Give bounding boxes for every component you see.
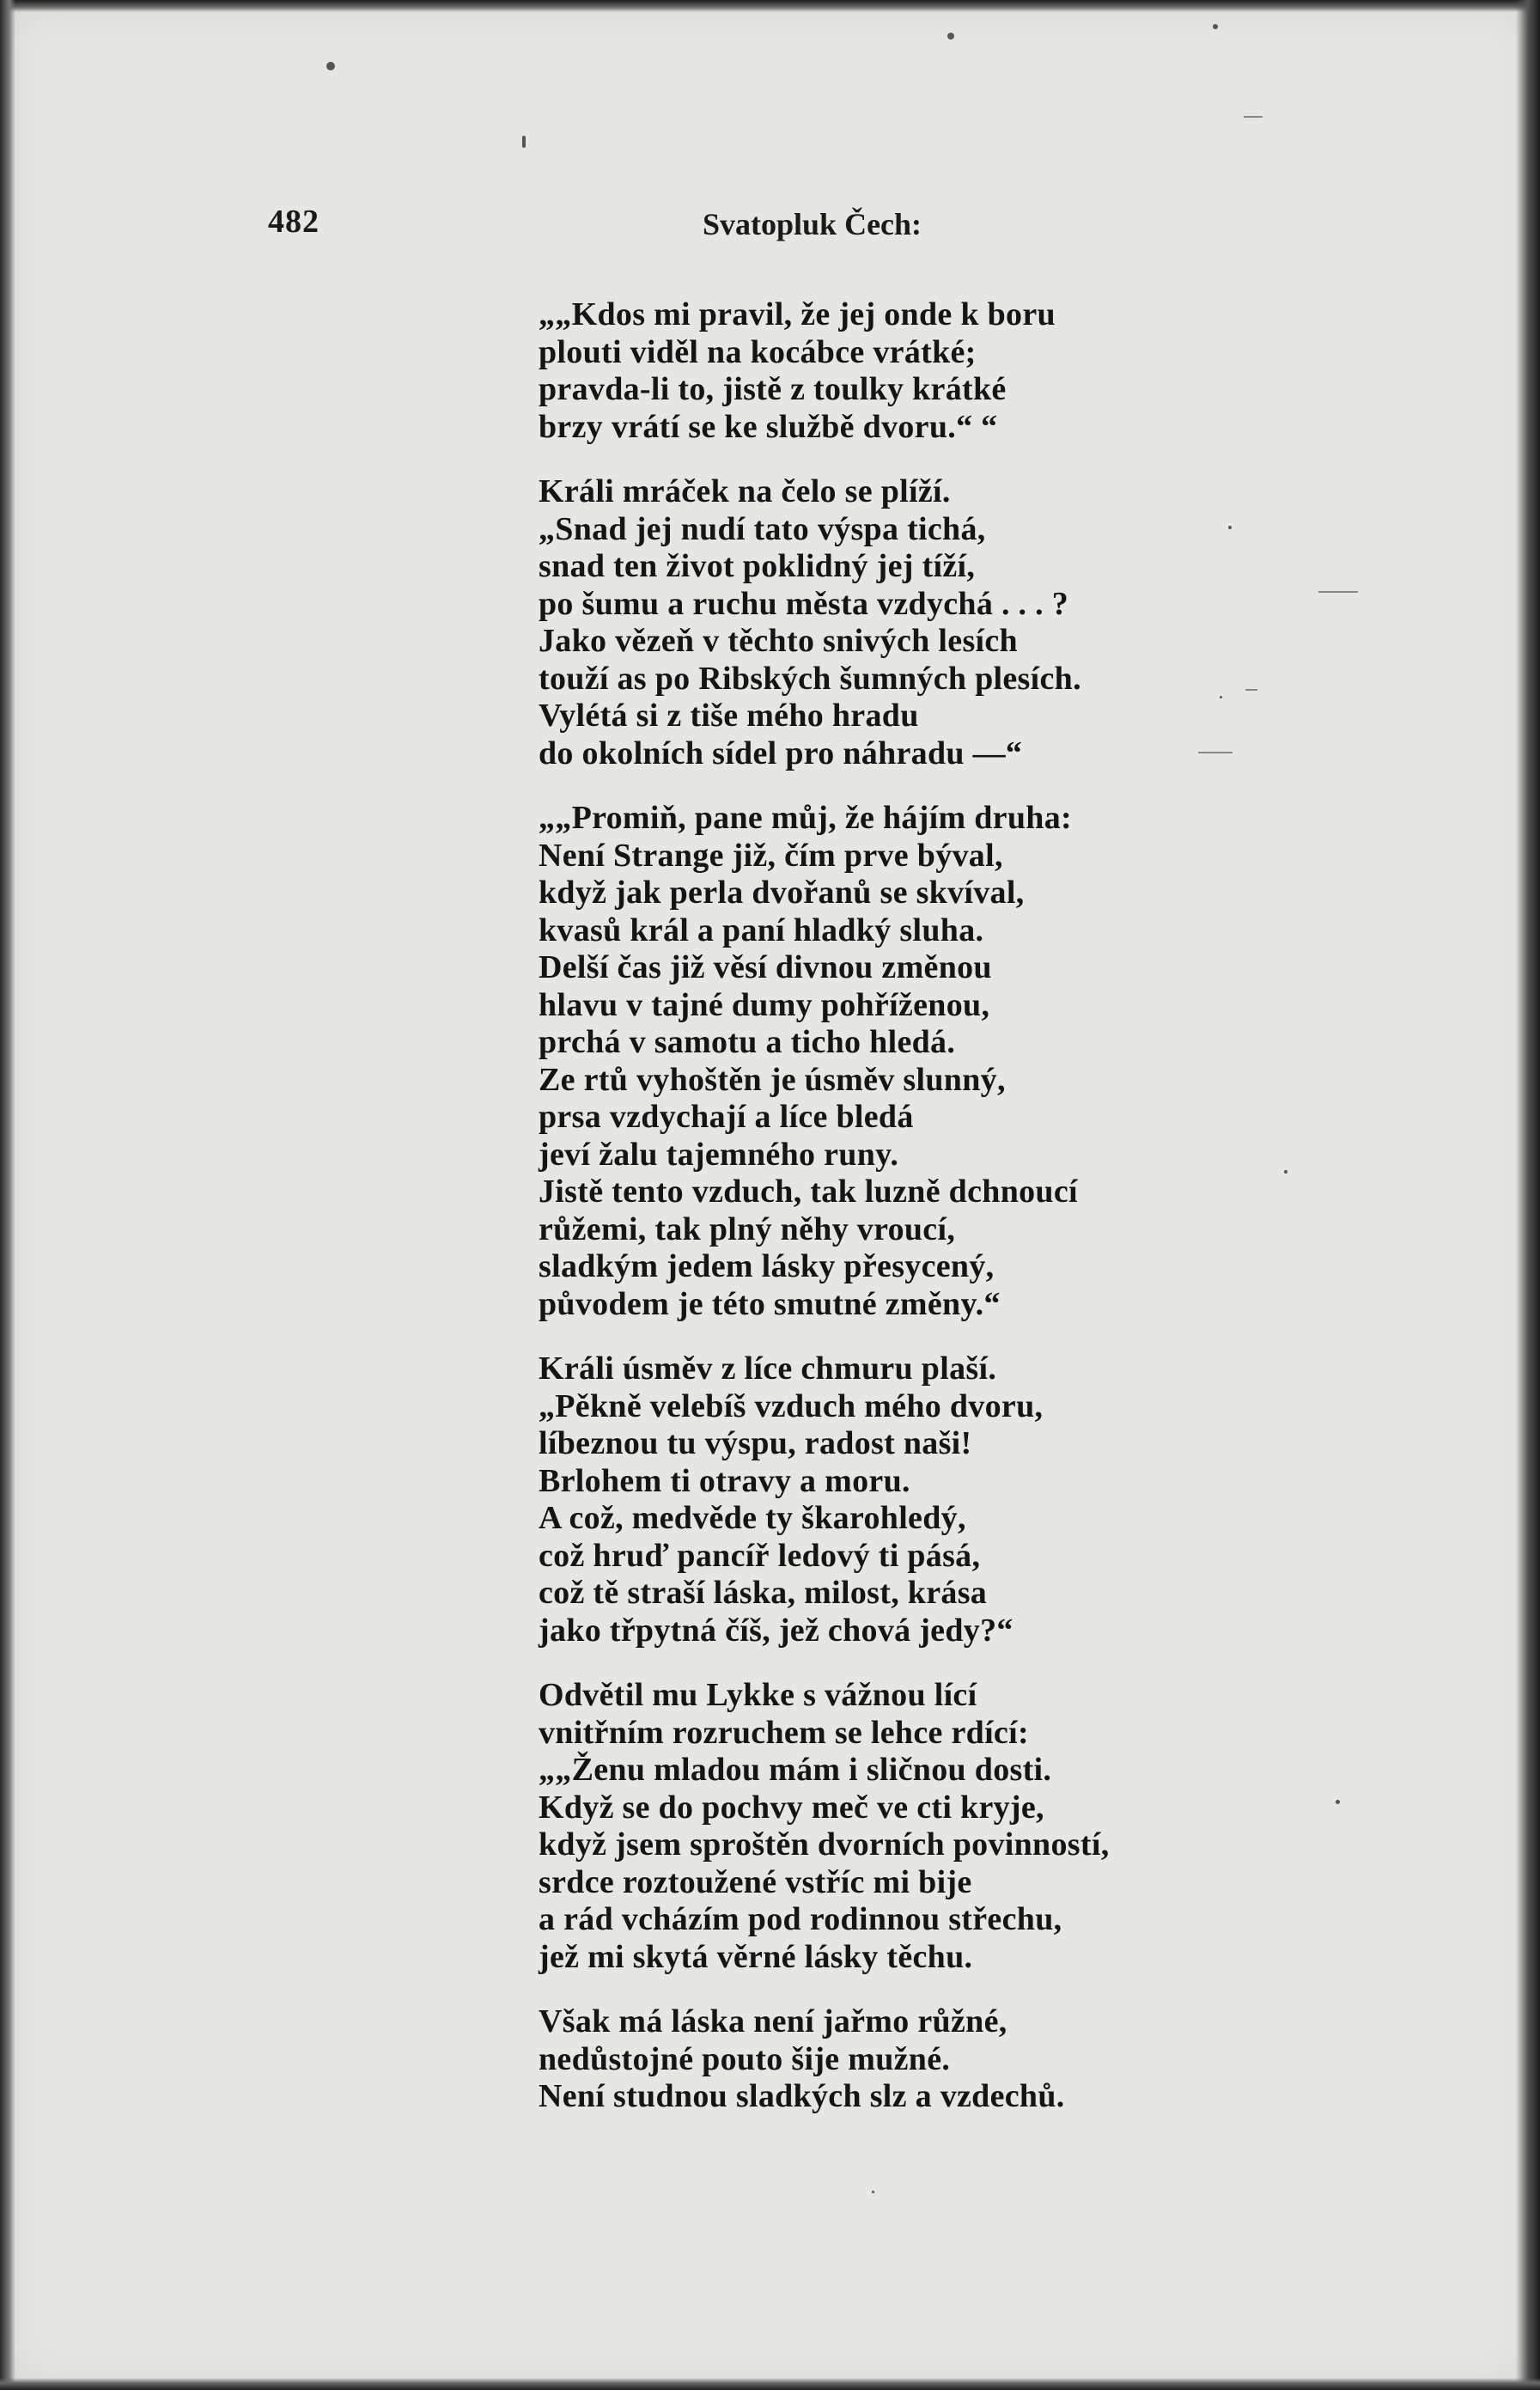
poem-line: Když se do pochvy meč ve cti kryje, [539, 1789, 1044, 1826]
poem-line: což tě straší láska, milost, krása [539, 1575, 988, 1611]
scan-speck [326, 62, 335, 70]
poem-line: Jistě tento vzduch, tak luzně dchnoucí [539, 1174, 1078, 1210]
poem-line: když jsem sproštěn dvorních povinností, [539, 1826, 1110, 1863]
poem-line: hlavu v tajné dumy pohříženou, [539, 986, 990, 1023]
stanza [539, 2003, 1449, 2116]
poem-line: sladkým jedem lásky přesycený, [539, 1248, 995, 1284]
poem-line: snad ten život poklidný jej tíží, [539, 548, 976, 584]
scan-speck [872, 2191, 874, 2193]
poem-line: Vylétá si z tiše mého hradu [539, 698, 919, 734]
poem-line: srdce roztoužené vstříc mi bije [539, 1863, 972, 1900]
poem-line: Však má láska není jařmo růžné, [539, 2003, 1007, 2039]
poem-line: Není studnou sladkých slz a vzdechů. [539, 2078, 1065, 2114]
poem-line: vnitřním rozruchem se lehce rdící: [539, 1714, 1029, 1751]
running-head: Svatopluk Čech: [703, 207, 922, 241]
poem-line: Brlohem ti otravy a moru. [539, 1462, 910, 1499]
scan-speck [947, 33, 954, 40]
stanza [539, 800, 1449, 1323]
stanza [539, 1350, 1449, 1649]
poem-line: a rád vcházím pod rodinnou střechu, [539, 1901, 1062, 1937]
poem-line: „„Ženu mladou mám i sličnou dosti. [539, 1752, 1052, 1788]
poem-line: „Snad jej nudí tato výspa tichá, [539, 510, 986, 547]
poem-line: jež mi skytá věrné lásky těchu. [539, 1938, 973, 1975]
poem-line: když jak perla dvořanů se skvíval, [539, 875, 1025, 911]
poem-line: Králi mráček na čelo se plíží. [539, 473, 951, 509]
poem-line: Ze rtů vyhoštěn je úsměv slunný, [539, 1061, 1006, 1098]
scan-edge-left [0, 0, 15, 2390]
poem-line: do okolních sídel pro náhradu —“ [539, 735, 1023, 771]
poem-line: nedůstojné pouto šije mužné. [539, 2040, 951, 2077]
scan-speck [522, 136, 526, 148]
poem-body [539, 296, 1449, 2143]
poem-line: jeví žalu tajemného runy. [539, 1136, 899, 1173]
scan-mark [1244, 116, 1263, 118]
scan-edge-right [1516, 0, 1540, 2390]
poem-line: prsa vzdychají a líce bledá [539, 1099, 914, 1135]
scan-edge-bottom [0, 2378, 1540, 2390]
poem-line: pravda-li to, jistě z toulky krátké [539, 371, 1007, 407]
scan-edge-top [0, 0, 1540, 12]
poem-line: „„Kdos mi pravil, že jej onde k boru [539, 296, 1056, 332]
stanza [539, 473, 1449, 772]
poem-line: růžemi, tak plný něhy vroucí, [539, 1210, 956, 1247]
poem-line: Odvětil mu Lykke s vážnou lící [539, 1677, 977, 1713]
poem-line: brzy vrátí se ke službě dvoru.“ “ [539, 408, 998, 445]
poem-line: „„Promiň, pane můj, že hájím druha: [539, 800, 1072, 836]
poem-line: jako třpytná číš, jež chová jedy?“ [539, 1612, 1013, 1649]
poem-line: Není Strange již, čím prve býval, [539, 837, 1003, 874]
stanza [539, 296, 1449, 446]
scan-speck [1213, 24, 1218, 29]
poem-line: prchá v samotu a ticho hledá. [539, 1024, 956, 1060]
page-number: 482 [268, 204, 320, 240]
poem-line: Delší čas již věsí divnou změnou [539, 949, 992, 985]
poem-line: plouti viděl na kocábce vrátké; [539, 333, 977, 370]
poem-line: „Pěkně velebíš vzduch mého dvoru, [539, 1387, 1044, 1424]
poem-line: původem je této smutné změny.“ [539, 1285, 1001, 1322]
poem-line: což hruď pancíř ledový ti pásá, [539, 1537, 981, 1574]
poem-line: líbeznou tu výspu, radost naši! [539, 1425, 972, 1461]
stanza [539, 1677, 1449, 1976]
poem-line: touží as po Ribských šumných plesích. [539, 660, 1081, 697]
poem-line: Králi úsměv z líce chmuru plaší. [539, 1350, 997, 1387]
poem-line: kvasů král a paní hladký sluha. [539, 911, 984, 948]
poem-line: Jako vězeň v těchto snivých lesích [539, 623, 1018, 659]
poem-line: A což, medvěde ty škarohledý, [539, 1500, 966, 1536]
poem-line: po šumu a ruchu města vzdychá . . . ? [539, 585, 1069, 622]
